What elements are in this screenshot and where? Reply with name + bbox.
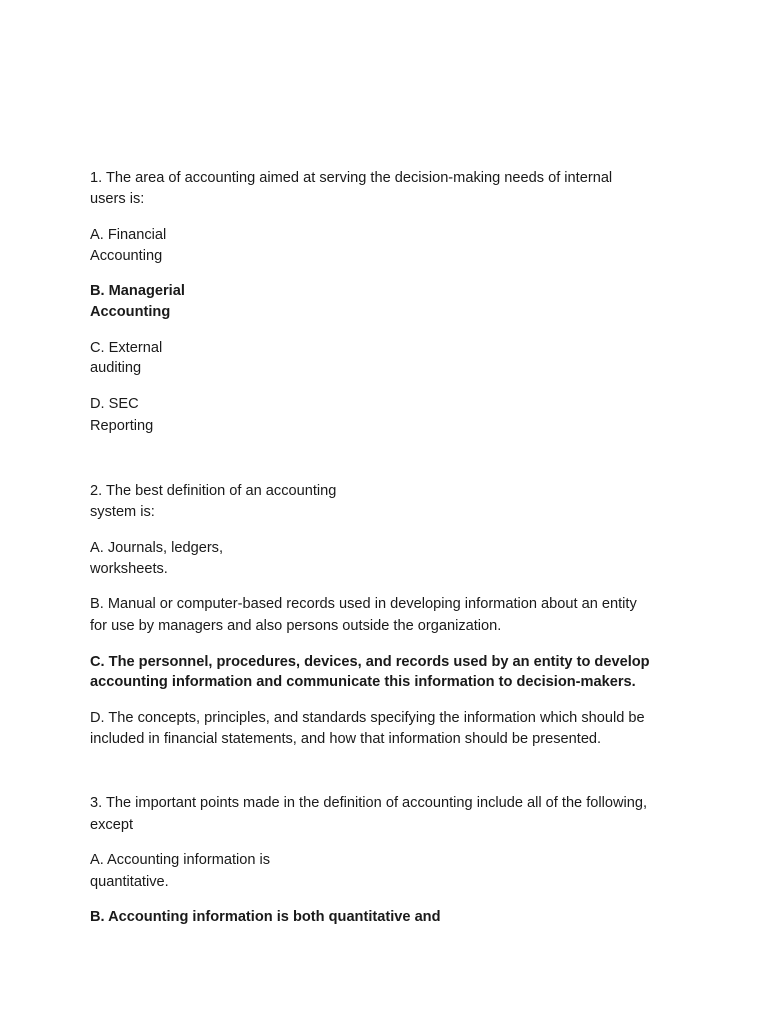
option-line: Accounting [90, 248, 163, 264]
option-line: C. External [90, 340, 163, 356]
option-line: worksheets. [90, 561, 168, 577]
option-line: for use by managers and also persons outside the organization. [90, 618, 502, 634]
option-line: A. Financial [90, 227, 167, 243]
question-2-stem-line-1: 2. The best definition of an accounting [90, 483, 337, 499]
question-1-stem-line-1: 1. The area of accounting aimed at serving the decision-making needs of internal [90, 170, 613, 186]
question-3-stem-line-1: 3. The important points made in the definition of accounting include all of the following, [90, 795, 648, 811]
option-line: C. The personnel, procedures, devices, and records used by an entity to develop [90, 654, 650, 670]
option-line: B. Accounting information is both quantitative and [90, 909, 441, 925]
option-line: Accounting [90, 304, 171, 320]
option-line: included in financial statements, and how that information should be presented. [90, 731, 602, 747]
option-line: B. Manual or computer-based records used in developing information about an entity [90, 596, 637, 612]
option-line: quantitative. [90, 874, 169, 890]
option-line: D. The concepts, principles, and standards specifying the information which should be [90, 710, 645, 726]
option-line: Reporting [90, 418, 154, 434]
option-line: A. Journals, ledgers, [90, 540, 224, 556]
option-line: B. Managerial [90, 283, 185, 299]
question-2-stem-line-2: system is: [90, 504, 155, 520]
option-line: A. Accounting information is [90, 852, 271, 868]
question-3-stem-line-2: except [90, 817, 133, 833]
option-line: accounting information and communicate this information to decision-makers. [90, 674, 636, 690]
option-line: D. SEC [90, 396, 139, 412]
question-1-stem-line-2: users is: [90, 191, 145, 207]
option-line: auditing [90, 360, 142, 376]
